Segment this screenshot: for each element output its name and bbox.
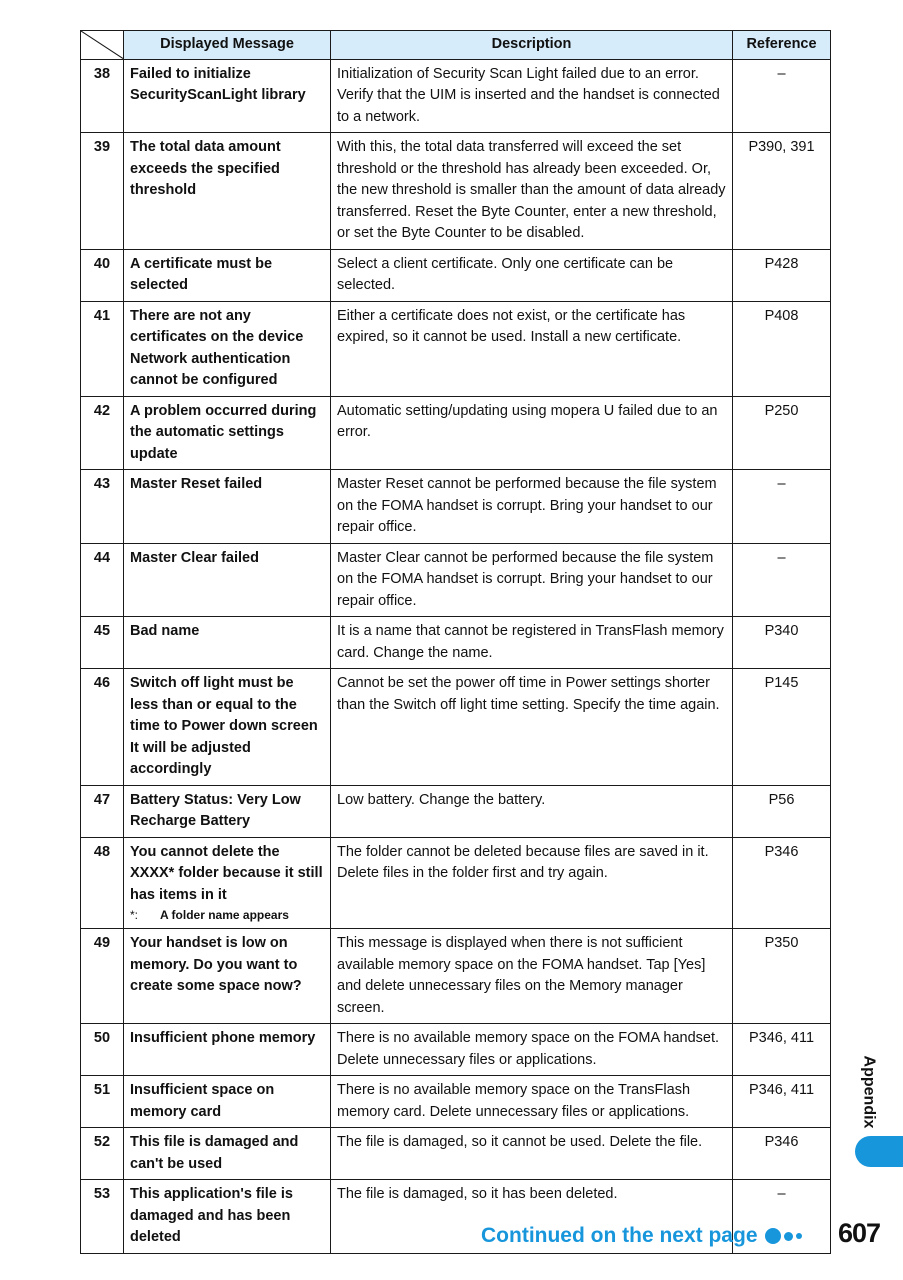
reference: P346 xyxy=(733,837,831,929)
reference: – xyxy=(733,470,831,544)
table-row xyxy=(81,470,831,544)
reference: P145 xyxy=(733,669,831,786)
displayed-message: Bad name xyxy=(124,617,331,669)
description: Select a client certificate. Only one certificate can be selected. xyxy=(331,249,733,301)
description: The file is damaged, so it has been deleted. xyxy=(331,1180,733,1254)
appendix-tab-marker xyxy=(855,1136,903,1167)
description: Automatic setting/updating using mopera U failed due to an error. xyxy=(331,396,733,470)
row-number: 51 xyxy=(81,1076,124,1128)
reference: P346, 411 xyxy=(733,1024,831,1076)
displayed-message: There are not any certificates on the device Network authentication cannot be configured xyxy=(124,301,331,396)
table-row xyxy=(81,837,831,929)
description: The folder cannot be deleted because files are saved in it. Delete files in the folder first and try again. xyxy=(331,837,733,929)
table-row xyxy=(81,543,831,617)
displayed-message: Insufficient phone memory xyxy=(124,1024,331,1076)
table-row xyxy=(81,396,831,470)
table-row xyxy=(81,133,831,250)
row-number: 50 xyxy=(81,1024,124,1076)
table-row xyxy=(81,1024,831,1076)
row-number: 46 xyxy=(81,669,124,786)
displayed-message: Battery Status: Very Low Recharge Battery xyxy=(124,785,331,837)
header-description: Description xyxy=(331,31,733,60)
table-row xyxy=(81,785,831,837)
table-row xyxy=(81,59,831,133)
error-message-table xyxy=(80,30,831,1254)
reference: P428 xyxy=(733,249,831,301)
reference: – xyxy=(733,59,831,133)
description: Cannot be set the power off time in Power settings shorter than the Switch off light time setting. Specify the time again. xyxy=(331,669,733,786)
displayed-message: Switch off light must be less than or equal to the time to Power down screen It will be adjusted accordingly xyxy=(124,669,331,786)
description: Either a certificate does not exist, or the certificate has expired, so it cannot be used. Install a new certificate. xyxy=(331,301,733,396)
row-number: 53 xyxy=(81,1180,124,1254)
continued-text: Continued on the next page xyxy=(481,1224,758,1247)
reference: P56 xyxy=(733,785,831,837)
header-displayed-message: Displayed Message xyxy=(124,31,331,60)
displayed-message-cell xyxy=(124,837,331,929)
table-row xyxy=(81,929,831,1024)
row-number: 47 xyxy=(81,785,124,837)
table-row xyxy=(81,1128,831,1180)
reference: P346, 411 xyxy=(733,1076,831,1128)
description: The file is damaged, so it cannot be used. Delete the file. xyxy=(331,1128,733,1180)
footnote xyxy=(130,906,324,924)
displayed-message: A problem occurred during the automatic settings update xyxy=(124,396,331,470)
reference: P390, 391 xyxy=(733,133,831,250)
displayed-message: Master Clear failed xyxy=(124,543,331,617)
displayed-message: Failed to initialize SecurityScanLight library xyxy=(124,59,331,133)
continue-dots-icon xyxy=(762,1228,802,1244)
description: With this, the total data transferred will exceed the set threshold or the threshold has already been exceeded. Or, the new threshold is smaller than the amount of data already transferred. Reset the Byte Counter, enter a new threshold, or set the Byte Counter to be disabled. xyxy=(331,133,733,250)
row-number: 39 xyxy=(81,133,124,250)
description: Master Clear cannot be performed because the file system on the FOMA handset is corrupt. Bring your handset to our repair office. xyxy=(331,543,733,617)
description: It is a name that cannot be registered in TransFlash memory card. Change the name. xyxy=(331,617,733,669)
table-row xyxy=(81,617,831,669)
row-number: 45 xyxy=(81,617,124,669)
row-number: 41 xyxy=(81,301,124,396)
row-number: 52 xyxy=(81,1128,124,1180)
row-number: 42 xyxy=(81,396,124,470)
reference: P346 xyxy=(733,1128,831,1180)
description: Initialization of Security Scan Light failed due to an error. Verify that the UIM is inserted and the handset is connected to a network. xyxy=(331,59,733,133)
displayed-message: Insufficient space on memory card xyxy=(124,1076,331,1128)
footnote-text: A folder name appears xyxy=(160,908,289,922)
displayed-message: You cannot delete the XXXX* folder because it still has items in it xyxy=(130,843,323,903)
table-row xyxy=(81,249,831,301)
displayed-message: This file is damaged and can't be used xyxy=(124,1128,331,1180)
row-number: 48 xyxy=(81,837,124,929)
table-row xyxy=(81,301,831,396)
reference: – xyxy=(733,1180,831,1254)
description: There is no available memory space on the TransFlash memory card. Delete unnecessary files or applications. xyxy=(331,1076,733,1128)
corner-cell xyxy=(81,31,124,60)
displayed-message: The total data amount exceeds the specified threshold xyxy=(124,133,331,250)
table-row xyxy=(81,1076,831,1128)
description: Master Reset cannot be performed because the file system on the FOMA handset is corrupt. Bring your handset to our repair office. xyxy=(331,470,733,544)
footnote-mark: *: xyxy=(130,908,139,922)
reference: – xyxy=(733,543,831,617)
description: There is no available memory space on the FOMA handset. Delete unnecessary files or applications. xyxy=(331,1024,733,1076)
reference: P350 xyxy=(733,929,831,1024)
displayed-message: This application's file is damaged and has been deleted xyxy=(124,1180,331,1254)
appendix-label-text: Appendix xyxy=(860,1055,878,1129)
row-number: 44 xyxy=(81,543,124,617)
description: Low battery. Change the battery. xyxy=(331,785,733,837)
displayed-message: A certificate must be selected xyxy=(124,249,331,301)
row-number: 49 xyxy=(81,929,124,1024)
header-reference: Reference xyxy=(733,31,831,60)
description: This message is displayed when there is not sufficient available memory space on the FOMA handset. Tap [Yes] and delete unnecessary files on the Memory manager screen. xyxy=(331,929,733,1024)
displayed-message: Your handset is low on memory. Do you want to create some space now? xyxy=(124,929,331,1024)
reference: P340 xyxy=(733,617,831,669)
table-header-row xyxy=(81,31,831,60)
row-number: 38 xyxy=(81,59,124,133)
continued-notice xyxy=(481,1221,802,1251)
table-row xyxy=(81,669,831,786)
diagonal-line-icon xyxy=(81,31,123,59)
page-number: 607 xyxy=(838,1218,881,1248)
reference: P250 xyxy=(733,396,831,470)
reference: P408 xyxy=(733,301,831,396)
displayed-message: Master Reset failed xyxy=(124,470,331,544)
row-number: 43 xyxy=(81,470,124,544)
appendix-side-label xyxy=(842,1052,894,1132)
row-number: 40 xyxy=(81,249,124,301)
